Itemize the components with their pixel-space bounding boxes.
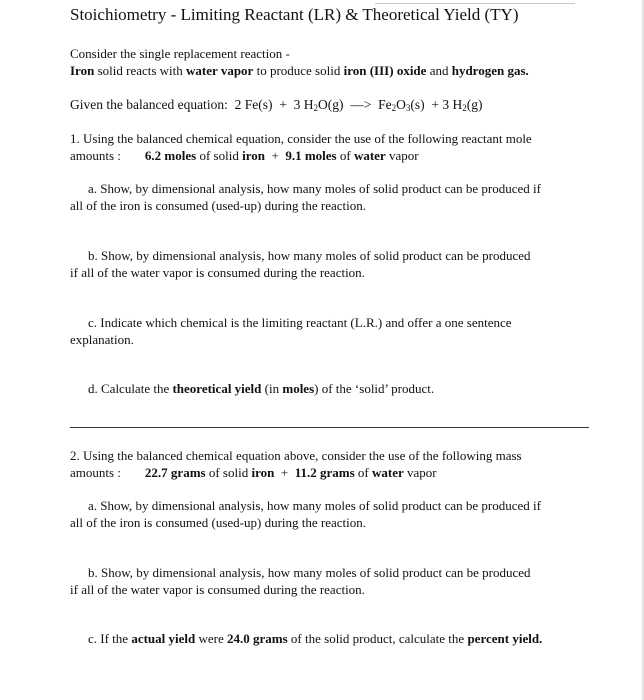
q1-part-d: d. Calculate the theoretical yield (in moles) of the ‘solid’ product. [88,381,435,396]
q1-part-b: b. Show, by dimensional analysis, how many moles of solid product can be produced if all of the water vapor is consumed during the reaction. [70,248,531,280]
intro-water-vapor: water vapor [186,63,254,78]
intro-hydrogen-gas: hydrogen gas. [451,63,529,78]
intro-line-2: Iron solid reacts with water vapor to produce solid iron (III) oxide and hydrogen gas. [70,63,529,78]
intro-line-1: Consider the single replacement reaction - [70,46,290,61]
q2-line-1: 2. Using the balanced chemical equation above, consider the use of the following mass [70,448,522,463]
q2-part-c: c. If the actual yield were 24.0 grams of the solid product, calculate the percent yield. [88,631,543,646]
intro-iron-iii: iron (III) [343,63,394,78]
question-1 [70,130,532,164]
page-title: Stoichiometry - Limiting Reactant (LR) & Theoretical Yield (TY) [70,5,519,24]
q1-part-a: a. Show, by dimensional analysis, how many moles of solid product can be produced if all of the iron is consumed (used-up) during the reaction. [70,181,541,213]
q1-line-1: 1. Using the balanced chemical equation, consider the use of the following reactant mole [70,131,532,146]
q2-part-b: b. Show, by dimensional analysis, how many moles of solid product can be produced if all of the water vapor is consumed during the reaction. [70,565,531,597]
intro-iron: Iron [70,63,95,78]
balanced-equation: Given the balanced equation: 2 Fe(s) + 3 $H_2O(g)$ —> $Fe_2O_3(s) + 3$ $H_2(g)$ [70,97,483,113]
q2-amounts: amounts : 22.7 grams of solid iron + 11.2 grams of water vapor [70,465,437,480]
section-divider [70,427,589,428]
equation-label: Given the balanced equation: [70,97,228,112]
question-2 [70,447,522,481]
intro [70,45,529,79]
q1-part-c: c. Indicate which chemical is the limiting reactant (L.R.) and offer a one sentence explanation. [70,315,512,347]
top-border-line [375,3,575,4]
q2-part-a: a. Show, by dimensional analysis, how many moles of solid product can be produced if all of the iron is consumed (used-up) during the reaction. [70,498,541,530]
reaction-arrow: —> [350,97,372,112]
q1-amounts: amounts : 6.2 moles of solid iron + 9.1 moles of water vapor [70,148,419,163]
